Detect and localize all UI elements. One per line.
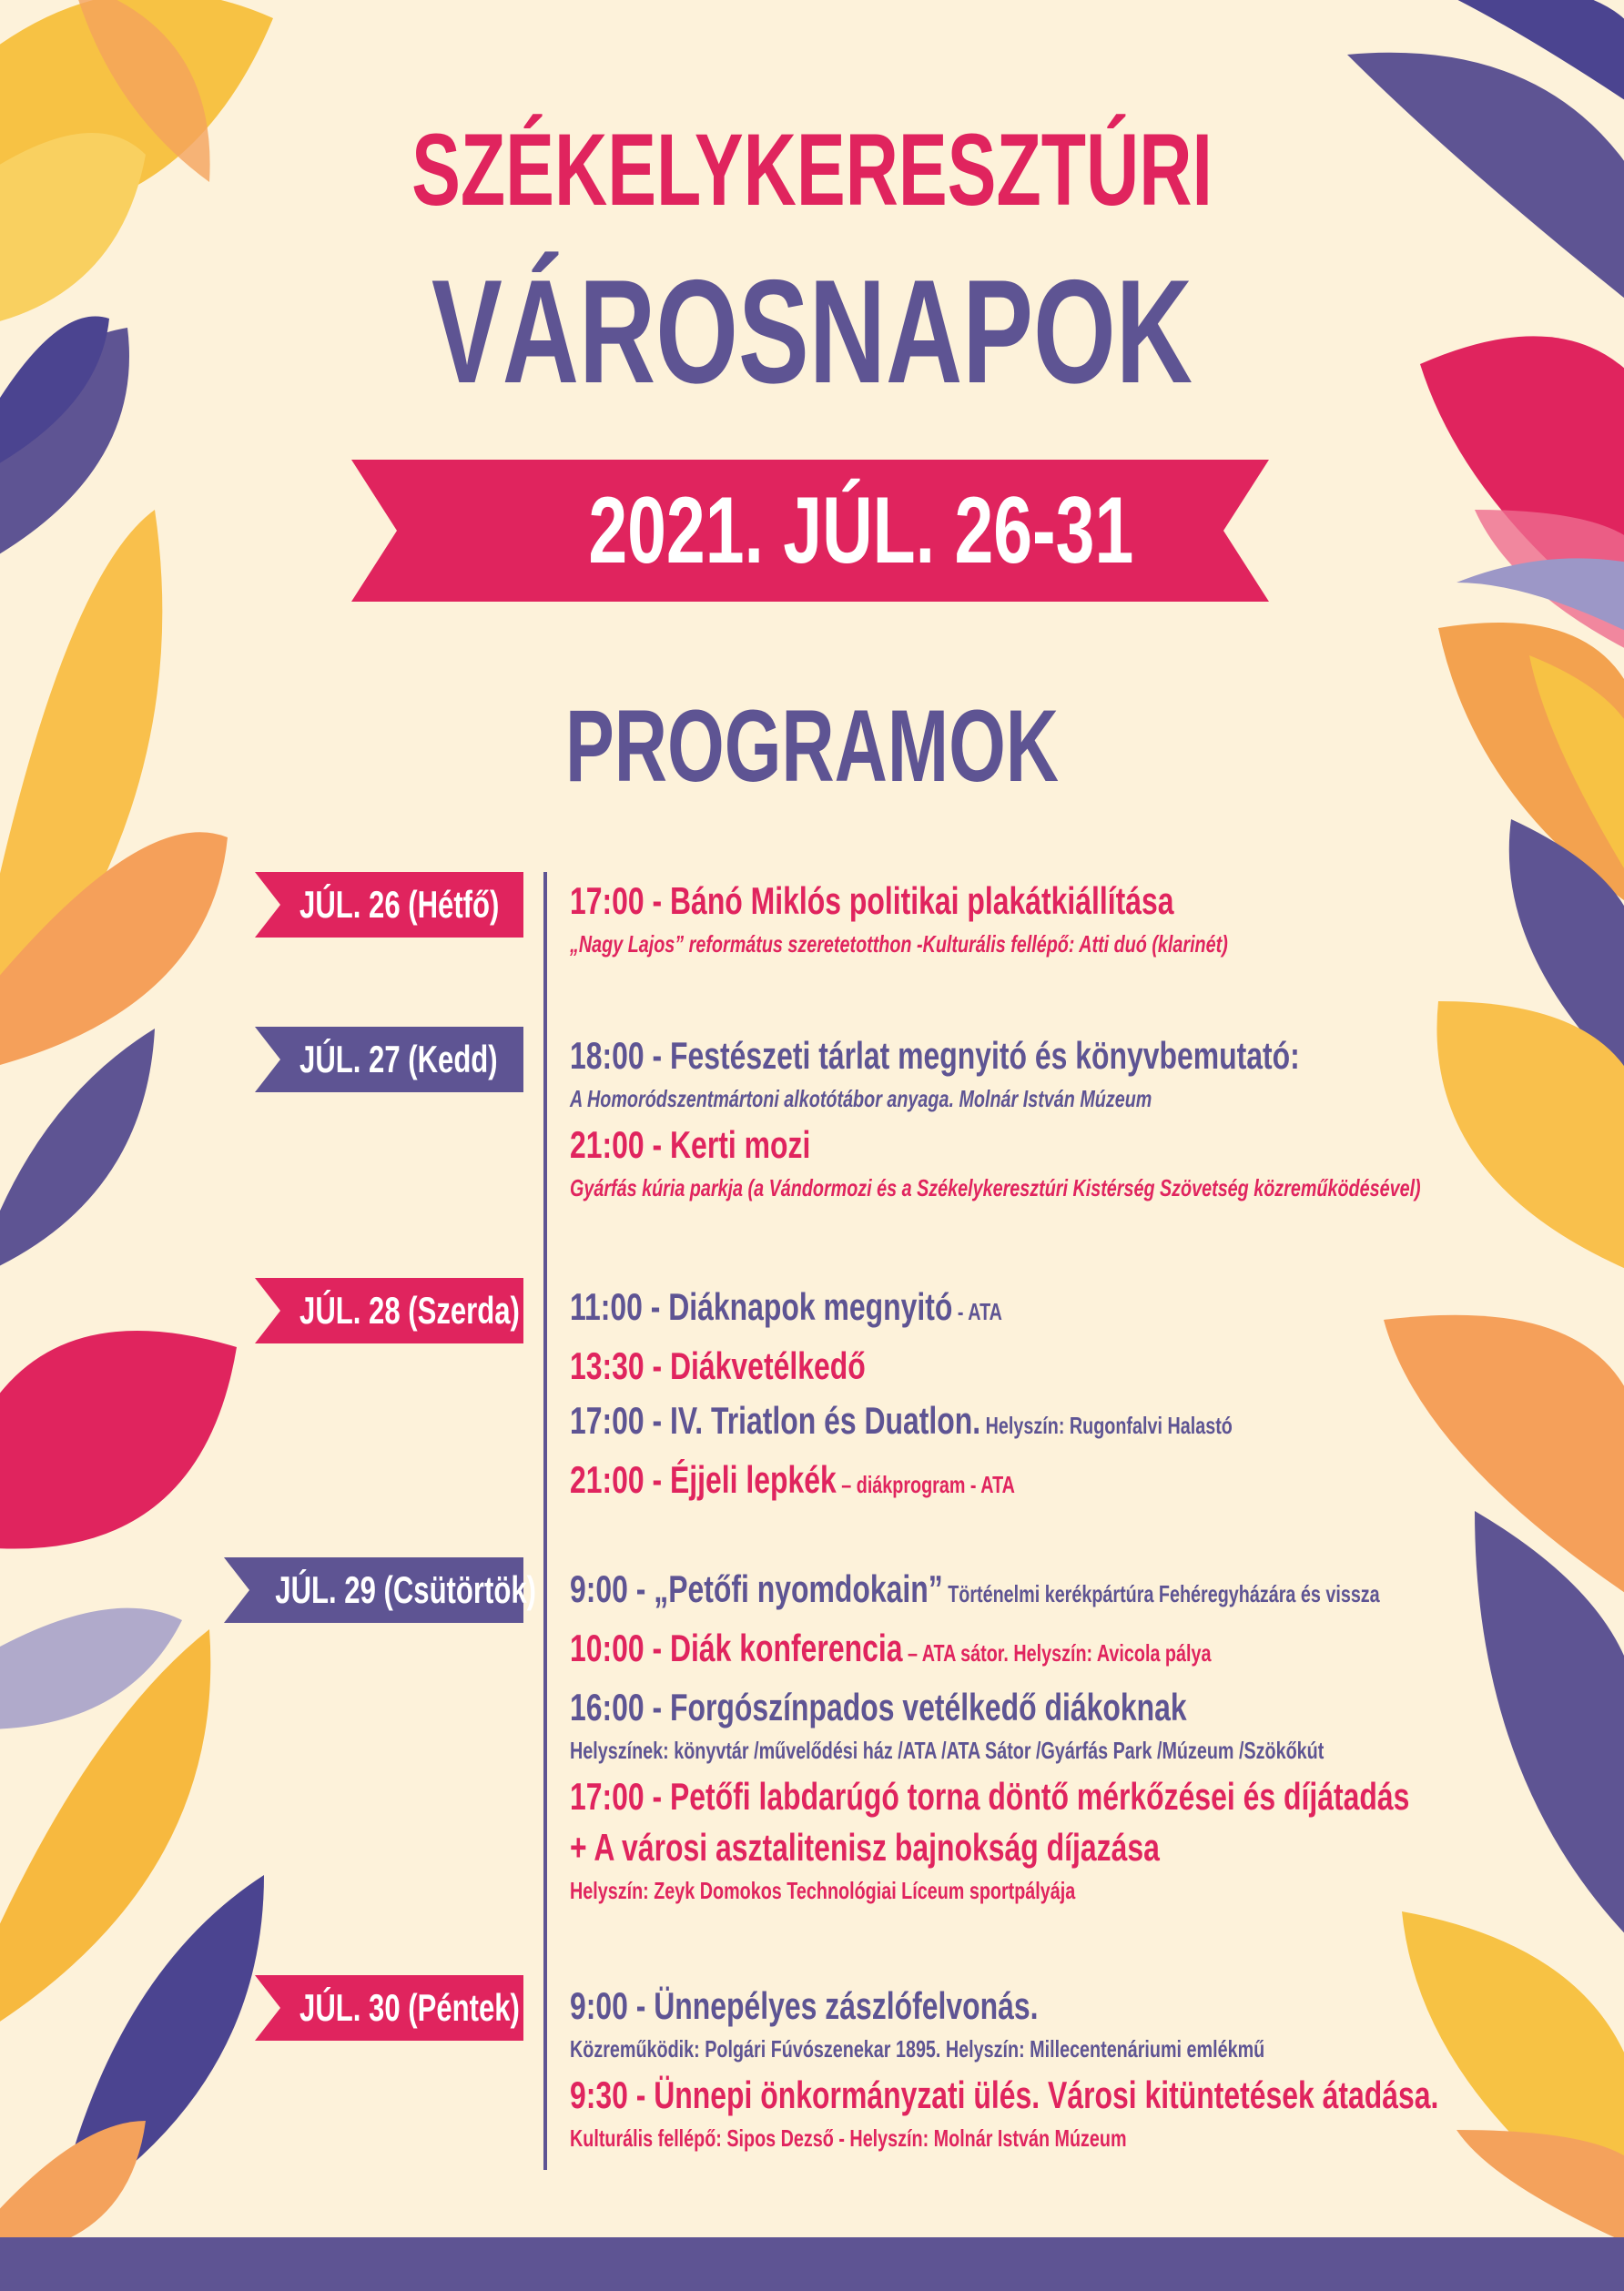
event-title: Bánó Miklós politikai plakátkiállítása [670,879,1174,922]
title-line1: SZÉKELYKERESZTÚRI [411,113,1213,227]
event-extra: – ATA sátor. Helyszín: Avicola pálya [902,1639,1212,1667]
event-title: Kerti mozi [670,1123,811,1166]
event-time: 9:30 [570,2073,628,2116]
event-time: 16:00 [570,1686,645,1728]
event-item: 16:00 - Forgószínpados vetélkedő diákoknak Helyszínek: könyvtár /művelődési ház /ATA /ATA Sátor /Gyárfás Park /Múzeum /Szökőkút [570,1682,1624,1768]
schedule-day-1 [570,876,1624,965]
event-time: 17:00 [570,1399,645,1442]
event-time: 21:00 [570,1123,645,1166]
event-item: 17:00 - IV. Triatlon és Duatlon. Helyszín: Rugonfalvi Halastó [570,1399,1233,1442]
event-item: 9:00 - Ünnepélyes zászlófelvonás. Közreműködik: Polgári Fúvószenekar 1895. Helyszín: Millecentenáriumi emlékmű [570,1981,1624,2066]
event-extra: - ATA [952,1298,1002,1325]
event-item: 11:00 - Diáknapok megnyitó - ATA [570,1285,1002,1328]
day-label-5: JÚL. 30 (Péntek) [299,1986,520,2029]
event-item: 21:00 - Éjjeli lepkék – diákprogram - ATA [570,1458,1015,1501]
bottom-band [0,2237,1624,2291]
event-extra: Történelmi kerékpártúra Fehéregyházára és vissza [942,1580,1380,1607]
event-item: 21:00 - Kerti mozi Gyárfás kúria parkja (a Vándormozi és a Székelykeresztúri Kistérség Szövetség közreműködésével) [570,1120,1624,1205]
day-label-2: JÚL. 27 (Kedd) [299,1038,498,1080]
day-label-1: JÚL. 26 (Hétfő) [299,883,500,926]
event-extra: Helyszín: Rugonfalvi Halastó [980,1412,1233,1439]
date-range: 2021. JÚL. 26-31 [588,478,1134,583]
leaf-pink-left [0,1331,237,1549]
event-title-line2: + A városi asztalitenisz bajnokság díjazása [570,1826,1160,1869]
event-time: 17:00 [570,879,645,922]
event-title: „Petőfi nyomdokain” [654,1567,943,1610]
event-title: Festészeti tárlat megnyitó és könyvbemutató: [670,1034,1300,1077]
event-note: A Homoródszentmártoni alkotótábor anyaga. Molnár István Múzeum [570,1085,1152,1112]
event-time: 11:00 [570,1285,643,1328]
event-title: Petőfi labdarúgó torna döntő mérkőzései és díjátadás [670,1775,1410,1818]
day-label-4: JÚL. 29 (Csütörtök) [275,1568,536,1611]
event-item: 18:00 - Festészeti tárlat megnyitó és könyvbemutató: A Homoródszentmártoni alkotótábor anyaga. Molnár István Múzeum [570,1030,1624,1116]
event-time: 13:30 [570,1344,645,1387]
event-time: 18:00 [570,1034,645,1077]
leaf-yellow-left-upper [0,133,146,328]
event-time: 10:00 [570,1627,645,1669]
event-extra: – diákprogram - ATA [836,1471,1015,1498]
event-title: Diákvetélkedő [670,1344,866,1387]
event-time: 17:00 [570,1775,645,1818]
leaf-orange-left-bottom [0,2121,146,2257]
event-note: Kulturális fellépő: Sipos Dezső - Helyszín: Molnár István Múzeum [570,2124,1127,2152]
event-item: 17:00 - Bánó Miklós politikai plakátkiállítása „Nagy Lajos” református szeretetotthon -Kulturális fellépő: Atti duó (klarinét) [570,876,1624,961]
event-note: Közreműködik: Polgári Fúvószenekar 1895. Helyszín: Millecentenáriumi emlékmű [570,2035,1265,2063]
event-note: Helyszín: Zeyk Domokos Technológiai Líceum sportpályája [570,1877,1076,1904]
event-title: Forgószínpados vetélkedő diákoknak [670,1686,1187,1728]
event-item: 17:00 - Petőfi labdarúgó torna döntő mérkőzései és díjátadás + A városi asztalitenisz bajnokság díjazása Helyszín: Zeyk Domokos Technológiai Líceum sportpályája [570,1771,1624,1908]
event-title: Ünnepi önkormányzati ülés. Városi kitüntetések átadása. [654,2073,1439,2116]
title-line2: VÁROSNAPOK [431,249,1193,414]
event-title: Éjjeli lepkék [670,1458,837,1501]
event-title: IV. Triatlon és Duatlon. [670,1399,981,1442]
event-time: 9:00 [570,1567,628,1610]
event-time: 9:00 [570,1984,628,2027]
event-note: „Nagy Lajos” református szeretetotthon -Kulturális fellépő: Atti duó (klarinét) [570,930,1228,958]
event-note: Gyárfás kúria parkja (a Vándormozi és a Székelykeresztúri Kistérség Szövetség közreműködésével) [570,1174,1421,1201]
event-item: 13:30 - Diákvetélkedő [570,1344,866,1387]
event-title: Diák konferencia [670,1627,903,1669]
event-note: Helyszínek: könyvtár /művelődési ház /ATA /ATA Sátor /Gyárfás Park /Múzeum /Szökőkút [570,1737,1325,1764]
event-item: 9:30 - Ünnepi önkormányzati ülés. Városi kitüntetések átadása. Kulturális fellépő: Sipos Dezső - Helyszín: Molnár István Múzeum [570,2070,1624,2155]
schedule-day-3 [570,1282,1624,1514]
schedule-day-4 [570,1564,1624,1911]
event-item: 10:00 - Diák konferencia – ATA sátor. Helyszín: Avicola pálya [570,1627,1212,1669]
programs-heading: PROGRAMOK [564,689,1060,803]
day-label-3: JÚL. 28 (Szerda) [299,1289,520,1332]
schedule-day-5 [570,1981,1624,2159]
event-title: Ünnepélyes zászlófelvonás. [654,1984,1039,2027]
event-item: 9:00 - „Petőfi nyomdokain” Történelmi kerékpártúra Fehéregyházára és vissza [570,1567,1380,1610]
event-time: 21:00 [570,1458,645,1501]
leaf-purple-left-3 [0,1029,155,1274]
event-title: Diáknapok megnyitó [668,1285,953,1328]
schedule-day-2 [570,1030,1624,1209]
